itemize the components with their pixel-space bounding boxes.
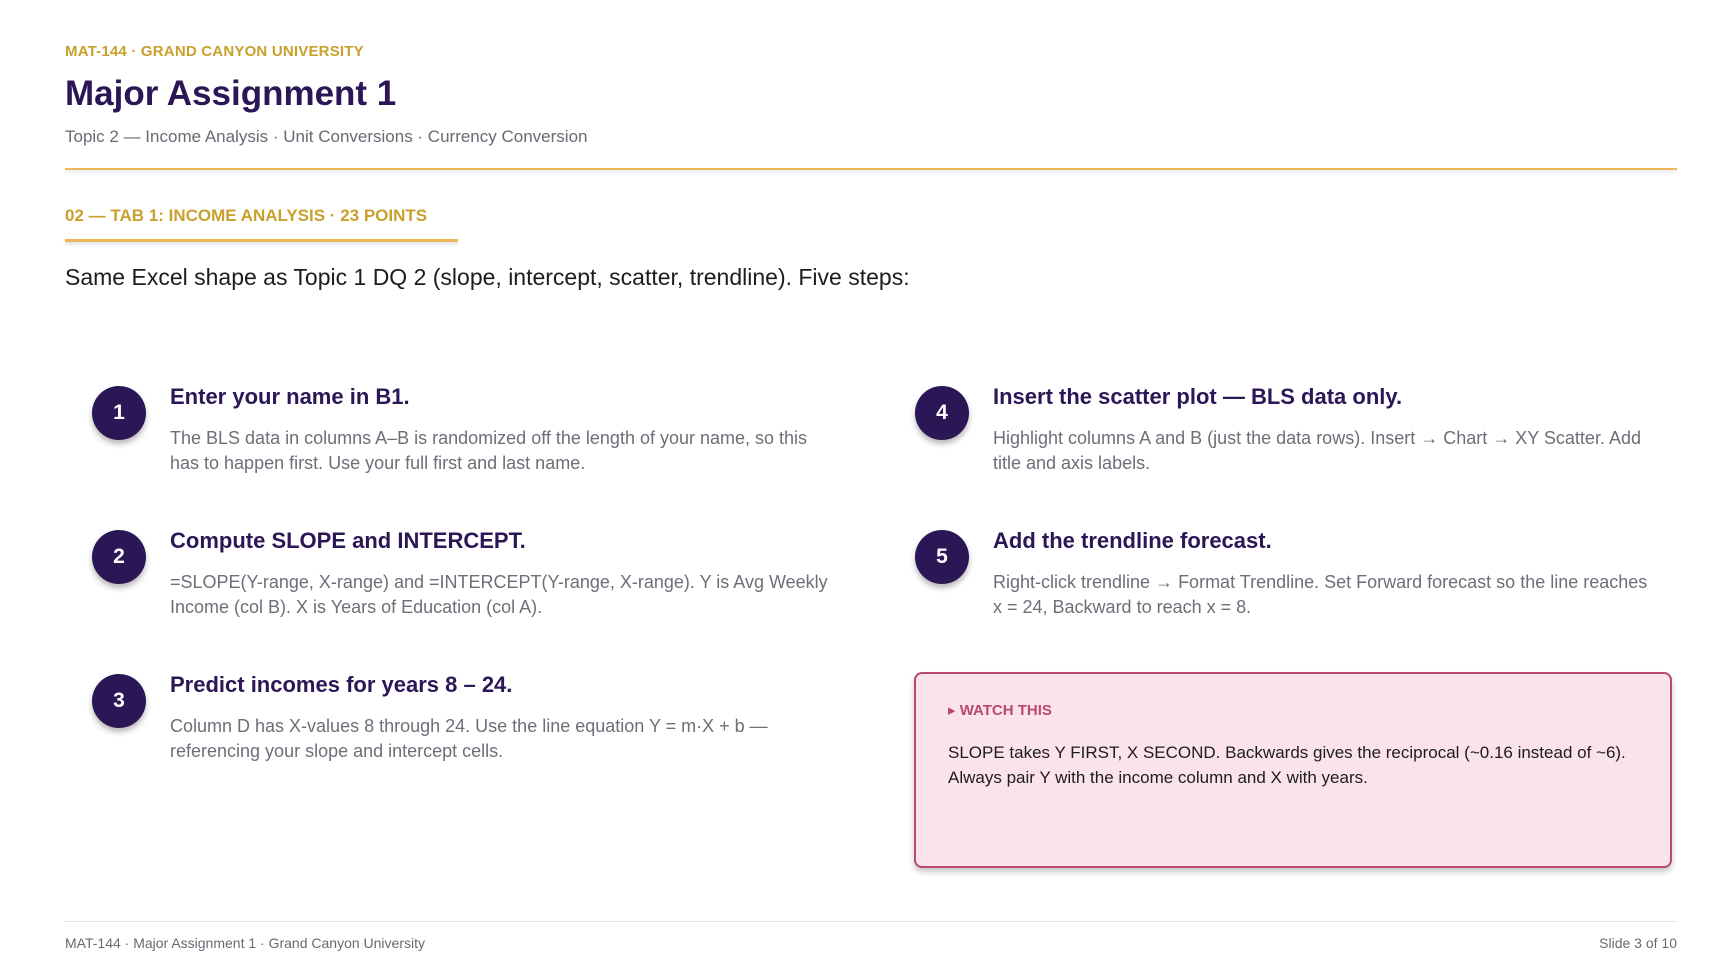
step-number-badge: 2: [92, 530, 146, 584]
intro-text: Same Excel shape as Topic 1 DQ 2 (slope, intercept, scatter, trendline). Five steps:: [65, 264, 910, 290]
slide-counter: Slide 3 of 10: [1599, 935, 1677, 951]
callout-label: ▸ WATCH THIS: [948, 702, 1052, 719]
footer-course: MAT-144 · Major Assignment 1 · Grand Canyon University: [65, 935, 425, 951]
step-heading: Enter your name in B1.: [170, 384, 410, 409]
step-number-badge: 3: [92, 674, 146, 728]
step-number-badge: 4: [915, 386, 969, 440]
section-label: 02 — TAB 1: INCOME ANALYSIS · 23 POINTS: [65, 206, 428, 225]
step-body: The BLS data in columns A–B is randomized off the length of your name, so this has to happen first. Use your full first and last name.: [170, 428, 808, 473]
step-heading: Insert the scatter plot — BLS data only.: [993, 384, 1403, 409]
step-body: =SLOPE(Y-range, X-range) and =INTERCEPT(Y-range, X-range). Y is Avg Weekly Income (col B). X is Years of Education (col A).: [170, 572, 828, 617]
header-divider: [65, 168, 1677, 170]
eyebrow: MAT-144 · GRAND CANYON UNIVERSITY: [65, 43, 364, 60]
step-number-badge: 5: [915, 530, 969, 584]
step-body: Right-click trendline → Format Trendline. Set Forward forecast so the line reaches x = 24, Backward to reach x = 8.: [993, 572, 1648, 617]
step-body: Highlight columns A and B (just the data rows). Insert → Chart → XY Scatter. Add title and axis labels.: [993, 428, 1641, 473]
step-heading: Predict incomes for years 8 – 24.: [170, 672, 513, 697]
page-title: Major Assignment 1: [65, 74, 397, 113]
callout-text: SLOPE takes Y FIRST, X SECOND. Backwards gives the reciprocal (~0.16 instead of ~6). Always pair Y with the income column and X with years.: [948, 743, 1626, 787]
step-heading: Compute SLOPE and INTERCEPT.: [170, 528, 526, 553]
step-body: Column D has X-values 8 through 24. Use the line equation Y = m·X + b — referencing your slope and intercept cells.: [170, 716, 768, 761]
section-underline: [65, 239, 458, 242]
subtitle: Topic 2 — Income Analysis · Unit Conversions · Currency Conversion: [65, 127, 588, 146]
footer-divider: [65, 921, 1677, 922]
step-heading: Add the trendline forecast.: [993, 528, 1272, 553]
watch-this-callout: [914, 672, 1672, 868]
step-number-badge: 1: [92, 386, 146, 440]
